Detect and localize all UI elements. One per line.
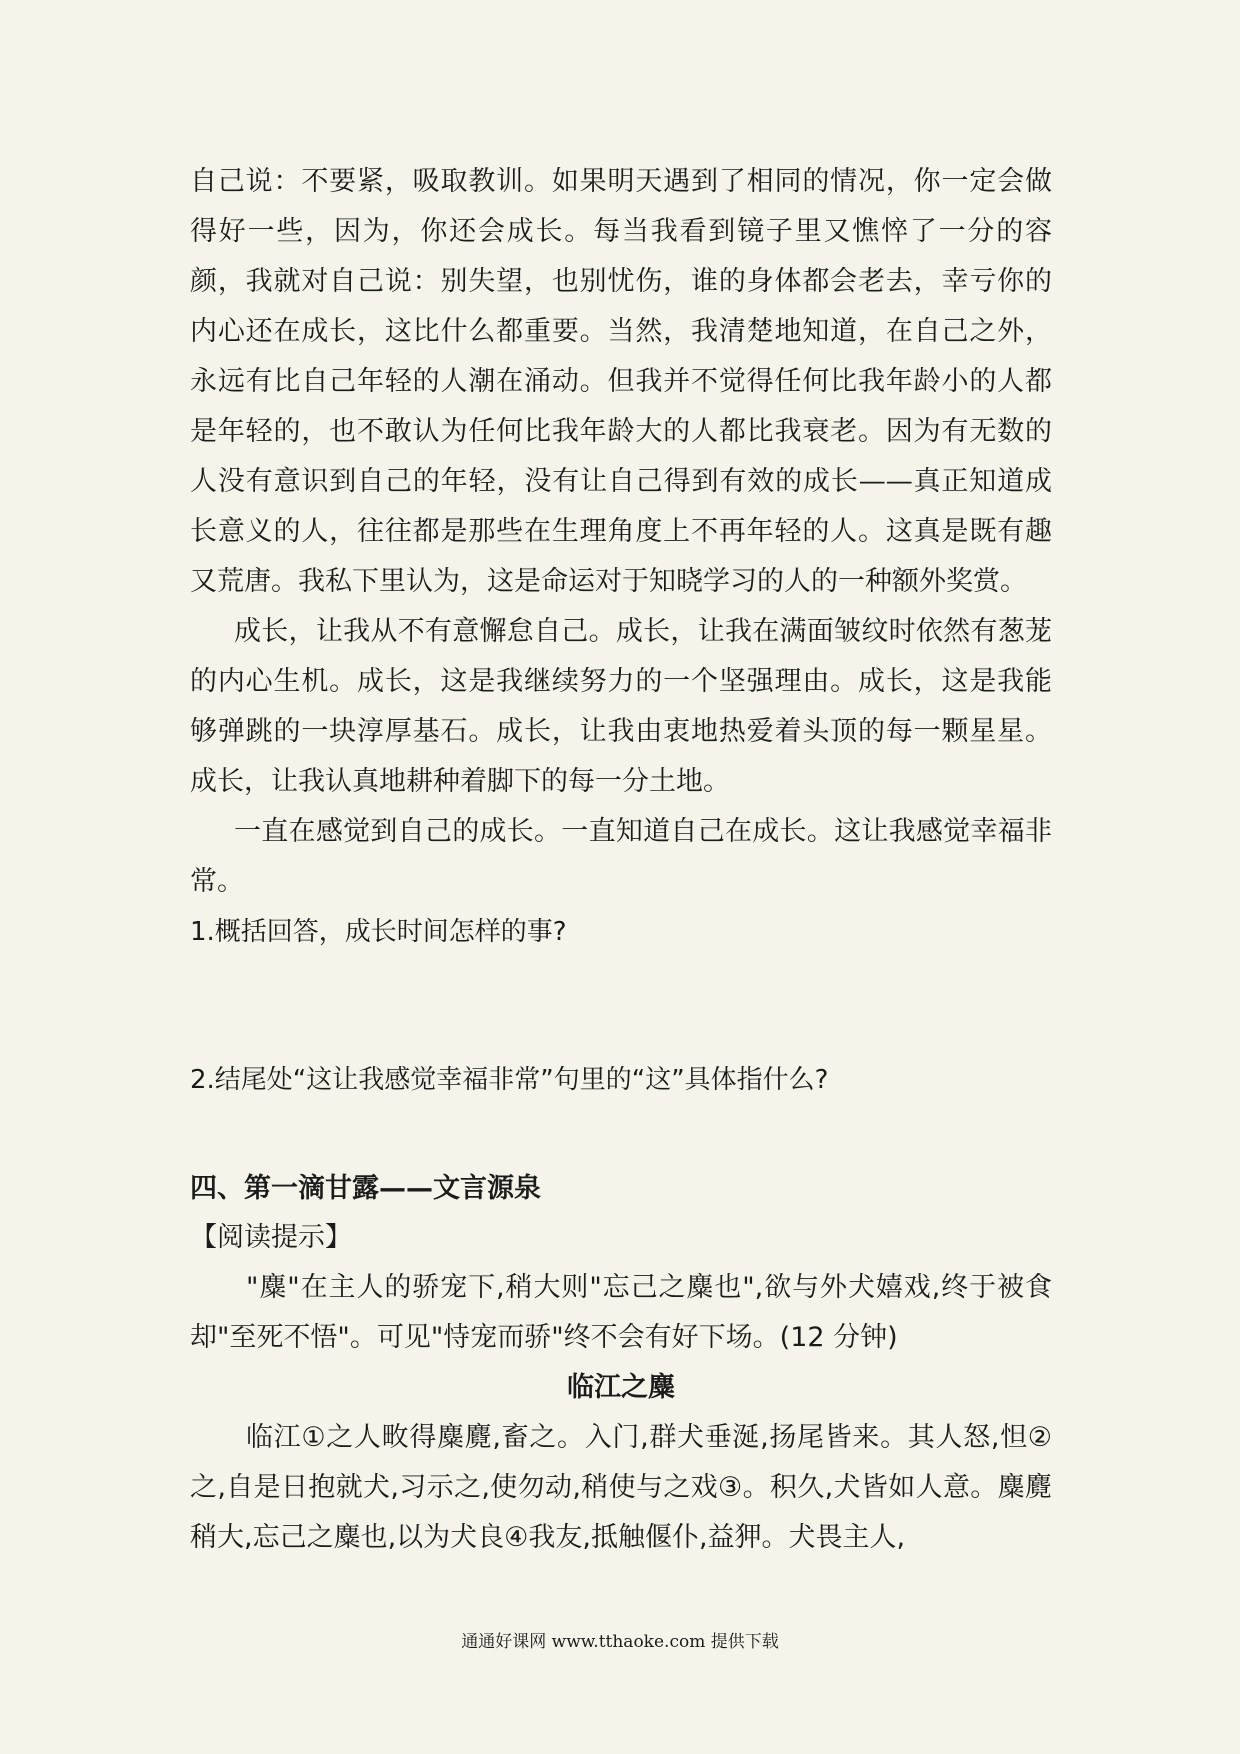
reading-hint-label: 【阅读提示】 (190, 1222, 352, 1253)
question-1: 1.概括回答，成长时间怎样的事? (190, 917, 567, 947)
classical-text-title: 临江之麋 (567, 1372, 675, 1403)
section-title: 四、第一滴甘露——文言源泉 (190, 1173, 541, 1204)
reading-hint-text: "麋"在主人的骄宠下,稍大则"忘己之麋也",欲与外犬嬉戏,终于被食却"至死不悟"。可见"恃宠而骄"终不会有好下场。(12 分钟) (190, 1272, 1052, 1353)
page-footer: 通通好课网 www.tthaoke.com 提供下载 (461, 1632, 779, 1652)
page-content (190, 157, 1052, 1563)
essay-paragraph-3: 一直在感觉到自己的成长。一直知道自己在成长。这让我感觉幸福非常。 (190, 816, 1052, 897)
question-2: 2.结尾处“这让我感觉幸福非常”句里的“这”具体指什么? (190, 1065, 829, 1095)
essay-paragraph-2: 成长，让我从不有意懈怠自己。成长，让我在满面皱纹时依然有葱茏的内心生机。成长，这是我继续努力的一个坚强理由。成长，这是我能够弹跳的一块淳厚基石。成长，让我由衷地热爱着头顶的每一颗星星。成长，让我认真地耕种着脚下的每一分土地。 (190, 616, 1052, 797)
essay-paragraph-1: 自己说：不要紧，吸取教训。如果明天遇到了相同的情况，你一定会做得好一些，因为，你还会成长。每当我看到镜子里又憔悴了一分的容颜，我就对自己说：别失望，也别忧伤，谁的身体都会老去，幸亏你的内心还在成长，这比什么都重要。当然，我清楚地知道，在自己之外，永远有比自己年轻的人潮在涌动。但我并不觉得任何比我年龄小的人都是年轻的，也不敢认为任何比我年龄大的人都比我衰老。因为有无数的人没有意识到自己的年轻，没有让自己得到有效的成长——真正知道成长意义的人，往往都是那些在生理角度上不再年轻的人。这真是既有趣又荒唐。我私下里认为，这是命运对于知晓学习的人的一种额外奖赏。 (190, 166, 1052, 597)
classical-text-body: 临江①之人畋得麋麑,畜之。入门,群犬垂涎,扬尾皆来。其人怒,怛②之,自是日抱就犬,习示之,使勿动,稍使与之戏③。积久,犬皆如人意。麋麑稍大,忘己之麋也,以为犬良④我友,抵触偃仆,益狎。犬畏主人, (190, 1422, 1052, 1553)
